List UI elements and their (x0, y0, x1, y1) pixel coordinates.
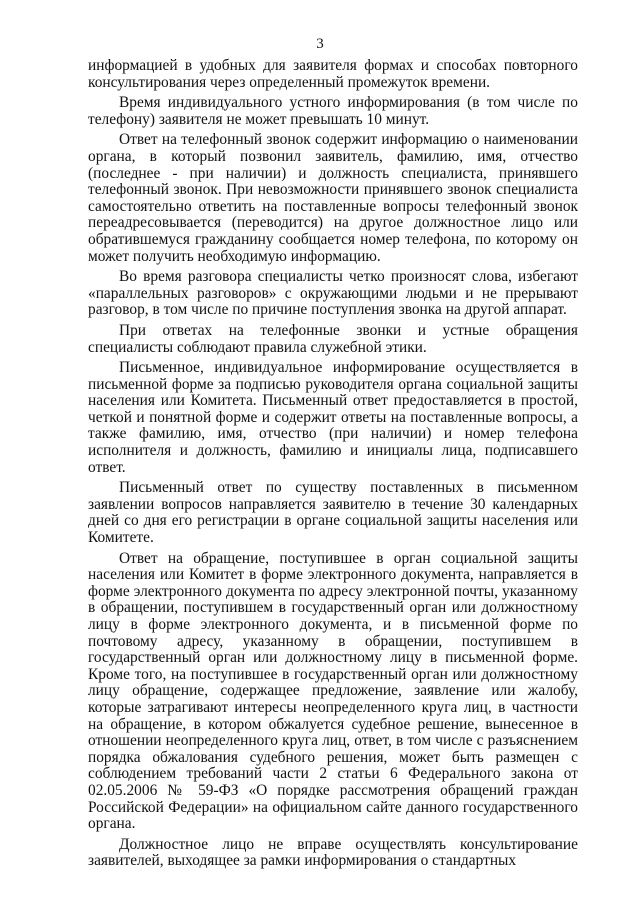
page-number: 3 (316, 36, 324, 52)
paragraph-oral-info-time: Время индивидуального устного информирования (в том числе по телефону) заявителя не может превышать 10 минут. (88, 94, 578, 128)
paragraph-phone-answer: Ответ на телефонный звонок содержит информацию о наименовании органа, в который позвонил заявитель, фамилию, имя, отчество (последнее - при наличии) и должность специалиста, принявшего телефонный звонок. При невозможности принявшего звонок специалиста самостоятельно ответить на поставленные вопросы телефонный звонок переадресовывается (переводится) на другое должностное лицо или обратившемуся гражданину сообщается номер телефона, по которому он может получить необходимую информацию. (88, 131, 578, 265)
paragraph-written-answer-term: Письменный ответ по существу поставленных в письменном заявлении вопросов направляется заявителю в течение 30 календарных дней со дня его регистрации в органе социальной защиты населения или Комитете. (88, 479, 578, 547)
paragraph-written-info: Письменное, индивидуальное информирование осуществляется в письменной форме за подписью руководителя органа социальной защиты населения или Комитета. Письменный ответ предоставляется в простой, четкой и понятной форме и содержит ответы на поставленные вопросы, а также фамилию, имя, отчество (при наличии) и номер телефона исполнителя и должность, фамилию и инициалы лица, подписавшего ответ. (88, 359, 578, 476)
paragraph-official-restrictions: Должностное лицо не вправе осуществлять консультирование заявителей, выходящее за рамки информирования о стандартных (88, 835, 578, 870)
paragraph-electronic-answer: Ответ на обращение, поступившее в орган социальной защиты населения или Комитет в форме электронного документа, направляется в форме электронного документа по адресу электронной почты, указанному в обращении, поступившем в государственный орган или должностному лицу в форме электронного документа, и в письменной форме по почтовому адресу, указанному в обращении, поступившем в государственный орган или должностному лицу в письменной форме. Кроме того, на поступившее в государственный орган или должностному лицу обращение, содержащее предложение, заявление или жалобу, которые затрагивают интересы неопределенного круга лиц, в частности на обращение, в котором обжалуется судебное решение, вынесенное в отношении неопределенного круга лиц, ответ, в том числе с разъяснением порядка обжалования судебного решения, может быть размещен с соблюдением требований части 2 статьи 6 Федерального закона от 02.05.2006 № 59-ФЗ «О порядке рассмотрения обращений граждан Российской Федерации» на официальном сайте данного государственного органа. (88, 549, 578, 833)
paragraph-conversation-rules: Во время разговора специалисты четко произносят слова, избегают «параллельных разговоров» с окружающими людьми и не прерывают разговор, в том числе по причине поступления звонка на другой аппарат. (88, 268, 578, 319)
paragraph-ethics: При ответах на телефонные звонки и устные обращения специалисты соблюдают правила служебной этики. (88, 321, 578, 356)
document-body (88, 58, 578, 874)
paragraph-continued: информацией в удобных для заявителя формах и способах повторного консультирования через определенный промежуток времени. (88, 57, 578, 91)
